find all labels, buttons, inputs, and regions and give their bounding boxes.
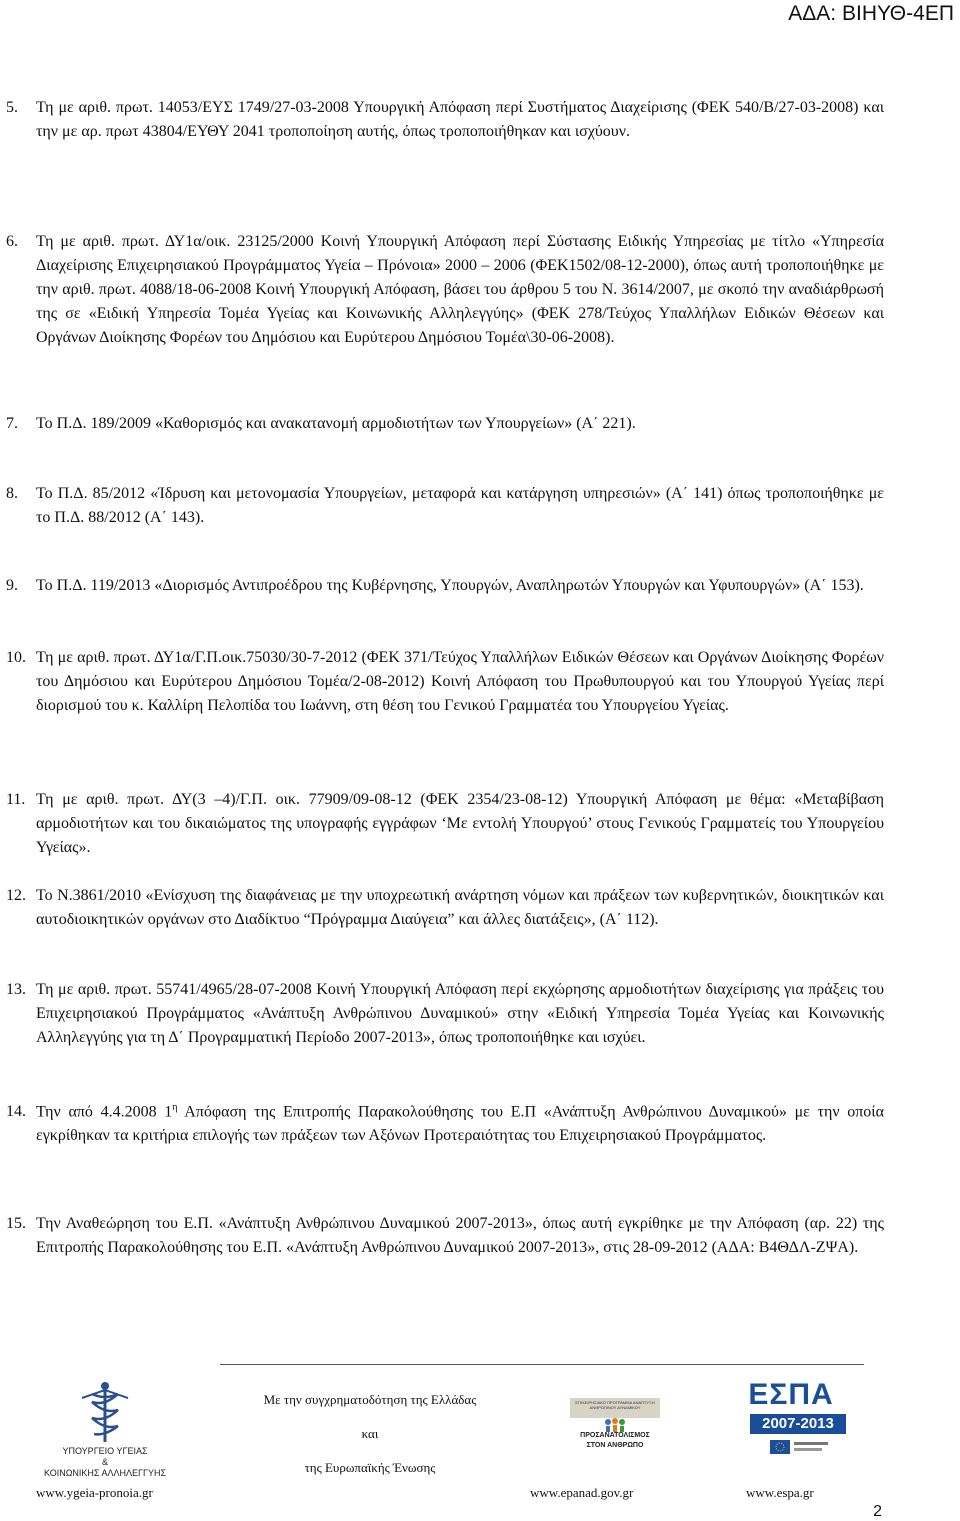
item-text-before: Την από 4.4.2008 1 (36, 1103, 173, 1121)
caduceus-icon (30, 1380, 180, 1446)
list-item-7 (6, 412, 884, 436)
epanad-figures-icon (600, 1418, 630, 1432)
item-number: 14. (6, 1103, 26, 1121)
item-text: Τη με αριθ. πρωτ. ΔΥ1α/Γ.Π.οικ.75030/30-7-2012 (ΦΕΚ 371/Τεύχος Υπαλλήλων Ειδικών Θέσεων και Οργάνων Διοίκησης Φορέων του Δημόσιου και Ευρύτερου Δημόσιου Τομέα/2-08-2012) Κοινή Απόφαση του Πρωθυπουργού και του Υπουργού Υγείας περί διορισμού του κ. Καλλίρη Πελοπίδα του Ιωάννη, στη θέση του Γενικού Γραμματέα του Υπουργείου Υγείας. (36, 649, 884, 714)
epanad-tagline-1: ΠΡΟΣΑΝΑΤΟΛΙΣΜΟΣ (580, 1432, 650, 1439)
list-item-13 (6, 978, 884, 1050)
item-number: 5. (6, 99, 18, 116)
epanad-logo (570, 1398, 660, 1466)
ministry-logo (30, 1380, 180, 1476)
item-number: 15. (6, 1215, 26, 1232)
ministry-caption-3: ΚΟΙΝΩΝΙΚΗΣ ΑΛΛΗΛΕΓΓΥΗΣ (43, 1468, 167, 1478)
list-item-9 (6, 574, 884, 598)
page-number: 2 (873, 1503, 882, 1520)
cofinance-line-1: Με την συγχρηματοδότηση της Ελλάδας (263, 1392, 477, 1407)
cofinance-text (220, 1390, 520, 1478)
eu-flag-icon (770, 1440, 830, 1454)
item-number: 6. (6, 233, 18, 250)
list-item-14 (6, 1096, 884, 1148)
item-text: Το Ν.3861/2010 «Ενίσχυση της διαφάνειας με την υποχρεωτική ανάρτηση νόμων και πράξεων των κυβερνητικών, διοικητικών και αυτοδιοικητικών οργάνων στο Διαδίκτυο “Πρόγραμμα Διαύγεια” και άλλες διατάξεις», (Α΄ 112). (36, 887, 884, 928)
item-number: 10. (6, 649, 26, 666)
list-item-15 (6, 1212, 884, 1260)
item-text: Τη με αριθ. πρωτ. 14053/ΕΥΣ 1749/27-03-2008 Υπουργική Απόφαση περί Συστήματος Διαχείρισης (ΦΕΚ 540/Β/27-03-2008) και την με αρ. πρωτ 43804/ΕΥΘΥ 2041 τροποποίηση αυτής, όπως τροποποιήθηκαν και ισχύουν. (36, 99, 884, 140)
superscript: η (172, 1102, 178, 1113)
espa-logo-word: ΕΣΠΑ (748, 1378, 834, 1411)
ministry-caption-2: & (101, 1457, 108, 1467)
ada-code: ΑΔΑ: ΒΙΗΥΘ-4ΕΠ (788, 2, 954, 25)
item-number: 7. (6, 415, 18, 432)
item-number: 8. (6, 485, 18, 502)
item-text: Το Π.Δ. 189/2009 «Καθορισμός και ανακατανομή αρμοδιοτήτων των Υπουργείων» (Α΄ 221). (36, 415, 636, 432)
item-text: Την Αναθεώρηση του Ε.Π. «Ανάπτυξη Ανθρώπινου Δυναμικού 2007-2013», όπως αυτή εγκρίθηκε με την Απόφαση (αρ. 22) της Επιτροπής Παρακολούθησης του Ε.Π. «Ανάπτυξη Ανθρώπινου Δυναμικού 2007-2013», στις 28-09-2012 (ΑΔΑ: Β4ΘΔΛ-ΖΨΑ). (36, 1215, 884, 1256)
espa-url[interactable]: www.espa.gr (746, 1485, 814, 1500)
item-number: 11. (6, 791, 26, 808)
item-text-after: Απόφαση της Επιτροπής Παρακολούθησης του Ε.Π «Ανάπτυξη Ανθρώπινου Δυναμικού» με την οποία εγκρίθηκαν τα κριτήρια επιλογής των πράξεων των Αξόνων Προτεραιότητας του Επιχειρησιακού Προγράμματος. (36, 1103, 884, 1145)
item-text: Τη με αριθ. πρωτ. ΔΥ1α/οικ. 23125/2000 Κοινή Υπουργική Απόφαση περί Σύστασης Ειδικής Υπηρεσίας με τίτλο «Υπηρεσία Διαχείρισης Επιχειρησιακού Προγράμματος Υγεία – Πρόνοια» 2000 – 2006 (ΦΕΚ1502/08-12-2000), όπως αυτή τροποποιήθηκε με την αριθ. πρωτ. 4088/18-06-2008 Κοινή Υπουργική Απόφαση, βάσει του άρθρου 5 του Ν. 3614/2007, με σκοπό την αναδιάρθρωσή της σε «Ειδική Υπηρεσία Τομέα Υγείας και Κοινωνικής Αλληλεγγύης» (ΦΕΚ 278/Τεύχος Υπαλλήλων Ειδικών Θέσεων και Οργάνων Διοίκησης Φορέων του Δημόσιου και Ευρύτερου Δημόσιου Τομέα\30-06-2008). (36, 233, 884, 346)
item-text: Το Π.Δ. 85/2012 «Ίδρυση και μετονομασία Υπουργείων, μεταφορά και κατάργηση υπηρεσιών» (Α΄ 141) όπως τροποποιήθηκε με το Π.Δ. 88/2012 (Α΄ 143). (36, 485, 884, 526)
list-item-5 (6, 96, 884, 144)
list-item-12 (6, 884, 884, 932)
item-text: Τη με αριθ. πρωτ. ΔΥ(3 –4)/Γ.Π. οικ. 77909/09-08-12 (ΦΕΚ 2354/23-08-12) Υπουργική Απόφαση με θέμα: «Μεταβίβαση αρμοδιοτήτων και του δικαιώματος της υπογραφής εγγράφων ‘Με εντολή Υπουργού’ στους Γενικούς Γραμματείς του Υπουργείου Υγείας». (36, 791, 884, 856)
list-item-10 (6, 646, 884, 718)
epanad-panel-text: ΕΠΙΧΕΙΡΗΣΙΑΚΟ ΠΡΟΓΡΑΜΜΑ ΑΝΑΠΤΥΞΗ ΑΝΘΡΩΠΙΝΟΥ ΔΥΝΑΜΙΚΟΥ (575, 1400, 655, 1410)
list-item-6 (6, 230, 884, 350)
list-item-11 (6, 788, 884, 860)
footer-divider (220, 1364, 864, 1365)
item-number: 13. (6, 981, 26, 998)
item-number: 9. (6, 577, 18, 594)
cofinance-line-2: και (361, 1426, 379, 1441)
cofinance-line-3: της Ευρωπαϊκής Ένωσης (304, 1460, 436, 1475)
item-text: Το Π.Δ. 119/2013 «Διορισμός Αντιπροέδρου της Κυβέρνησης, Υπουργών, Αναπληρωτών Υπουργών και Υφυπουργών» (Α΄ 153). (36, 577, 864, 594)
item-number: 12. (6, 887, 26, 904)
item-text: Τη με αριθ. πρωτ. 55741/4965/28-07-2008 Κοινή Υπουργική Απόφαση περί εκχώρησης αρμοδιοτήτων διαχείρισης για πράξεις του Επιχειρησιακού Προγράμματος «Ανάπτυξη Ανθρώπινου Δυναμικού» στην «Ειδική Υπηρεσία Τομέα Υγείας και Κοινωνικής Αλληλεγγύης για τη Δ΄ Προγραμματική Περίοδο 2007-2013», όπως τροποποιήθηκε και ισχύει. (36, 981, 884, 1046)
espa-logo-years: 2007-2013 (750, 1414, 846, 1434)
epanad-url[interactable]: www.epanad.gov.gr (530, 1485, 634, 1500)
list-item-8 (6, 482, 884, 530)
ministry-caption-1: ΥΠΟΥΡΓΕΙΟ ΥΓΕΙΑΣ (62, 1446, 148, 1456)
ministry-url[interactable]: www.ygeia-pronoia.gr (36, 1485, 153, 1500)
epanad-tagline-2: ΣΤΟΝ ΑΝΘΡΩΠΟ (586, 1442, 644, 1449)
